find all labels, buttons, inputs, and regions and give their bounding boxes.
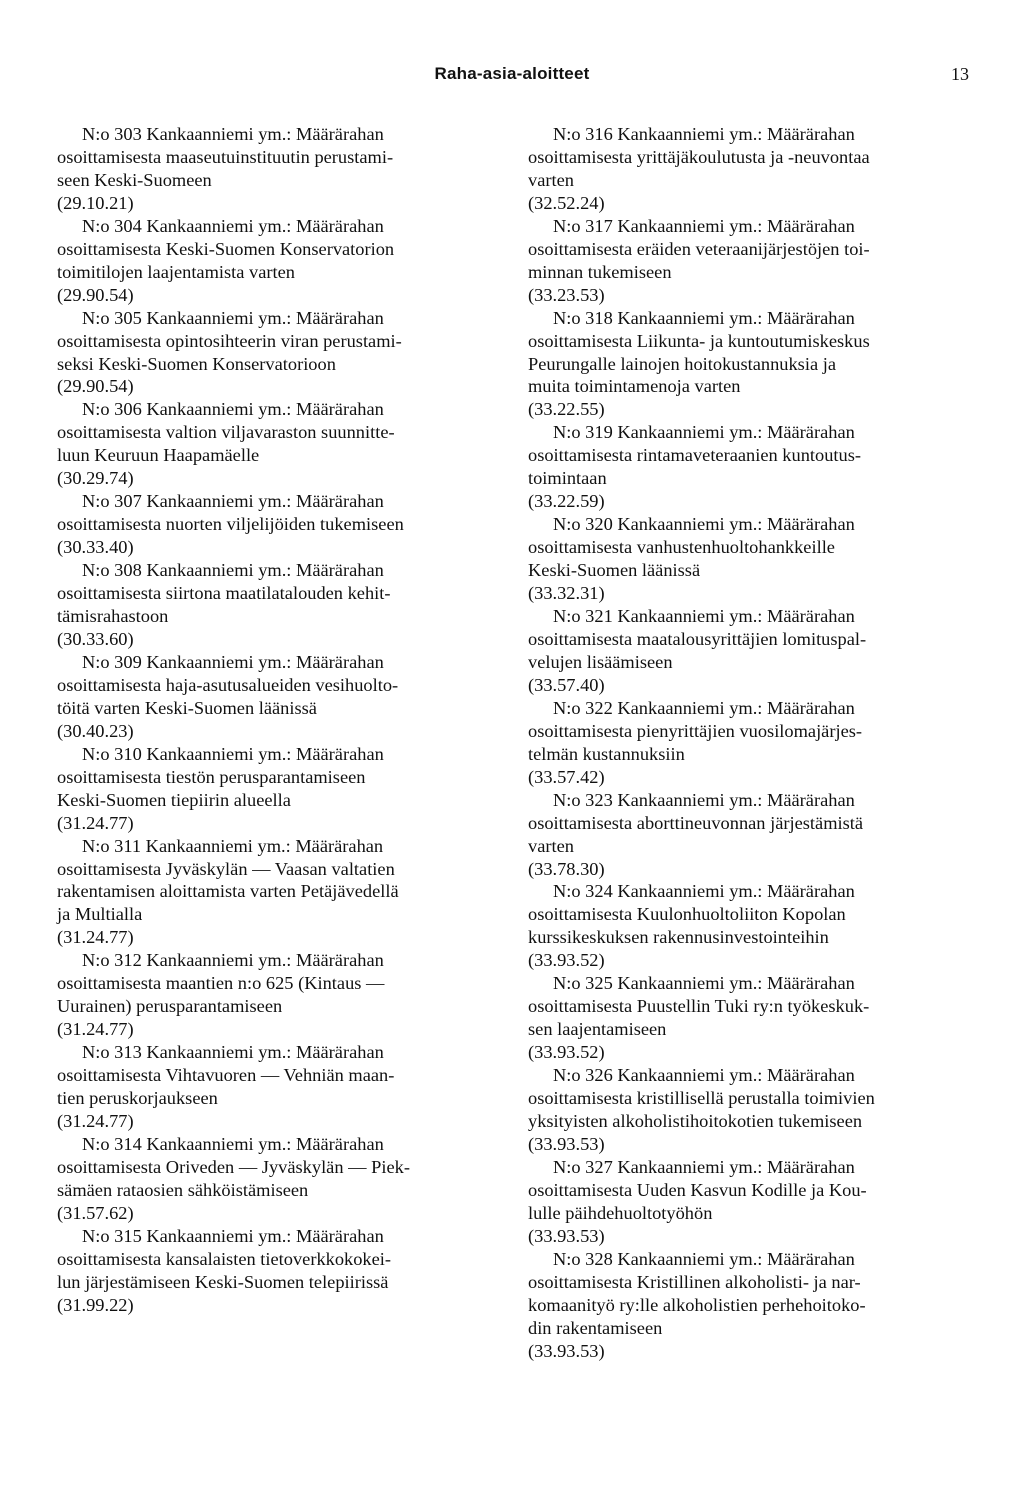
motion-description-line: rakentamisen aloittamista varten Petäjävedellä xyxy=(57,881,399,902)
motion-description-line: Keski-Suomen läänissä xyxy=(528,560,701,581)
motion-entry xyxy=(528,1064,973,1156)
budget-item-code: (33.93.53) xyxy=(528,1225,605,1246)
motion-description-line: osoittamisesta haja-asutusalueiden vesihuolto- xyxy=(57,674,399,695)
motion-description-line: osoittamisesta nuorten viljelijöiden tukemiseen xyxy=(57,514,404,535)
motion-heading: N:o 328 Kankaanniemi ym.: Määrärahan xyxy=(553,1248,855,1269)
budget-item-code: (29.90.54) xyxy=(57,284,134,305)
motion-heading: N:o 306 Kankaanniemi ym.: Määrärahan xyxy=(82,399,384,420)
motion-description-line: telmän kustannuksiin xyxy=(528,743,685,764)
motion-description-line: tämisrahastoon xyxy=(57,606,169,627)
motion-entry xyxy=(57,307,502,399)
motion-heading: N:o 304 Kankaanniemi ym.: Määrärahan xyxy=(82,215,384,236)
motion-entry xyxy=(57,123,502,215)
motion-entry xyxy=(57,1133,502,1225)
motion-heading: N:o 310 Kankaanniemi ym.: Määrärahan xyxy=(82,743,384,764)
motion-heading: N:o 322 Kankaanniemi ym.: Määrärahan xyxy=(553,697,855,718)
budget-item-code: (33.93.52) xyxy=(528,950,605,971)
motion-description-line: osoittamisesta Vihtavuoren — Vehniän maan- xyxy=(57,1065,395,1086)
budget-item-code: (30.33.40) xyxy=(57,537,134,558)
budget-item-code: (33.57.40) xyxy=(528,674,605,695)
motion-heading: N:o 327 Kankaanniemi ym.: Määrärahan xyxy=(553,1156,855,1177)
motion-entry xyxy=(528,513,973,605)
budget-item-code: (31.24.77) xyxy=(57,927,134,948)
motion-heading: N:o 308 Kankaanniemi ym.: Määrärahan xyxy=(82,560,384,581)
motion-description-line: tien peruskorjaukseen xyxy=(57,1088,218,1109)
budget-item-code: (32.52.24) xyxy=(528,192,605,213)
motion-heading: N:o 307 Kankaanniemi ym.: Määrärahan xyxy=(82,491,384,512)
budget-item-code: (31.24.77) xyxy=(57,812,134,833)
budget-item-code: (30.29.74) xyxy=(57,468,134,489)
motion-entry xyxy=(528,1248,973,1363)
motion-description-line: lulle päihdehuoltotyöhön xyxy=(528,1202,713,1223)
motion-entry xyxy=(57,949,502,1041)
motion-description-line: osoittamisesta aborttineuvonnan järjestämistä xyxy=(528,812,864,833)
motion-heading: N:o 312 Kankaanniemi ym.: Määrärahan xyxy=(82,950,384,971)
left-column xyxy=(57,123,502,1317)
motion-description-line: töitä varten Keski-Suomen läänissä xyxy=(57,697,317,718)
budget-item-code: (29.10.21) xyxy=(57,192,134,213)
motion-entry xyxy=(57,651,502,743)
motion-entry xyxy=(528,880,973,972)
motion-heading: N:o 316 Kankaanniemi ym.: Määrärahan xyxy=(553,124,855,144)
motion-heading: N:o 324 Kankaanniemi ym.: Määrärahan xyxy=(553,881,855,902)
motion-entry xyxy=(57,835,502,950)
motion-description-line: osoittamisesta kristillisellä perustalla toimivien xyxy=(528,1088,875,1109)
motion-description-line: osoittamisesta vanhustenhuoltohankkeille xyxy=(528,537,835,558)
motion-heading: N:o 326 Kankaanniemi ym.: Määrärahan xyxy=(553,1065,855,1086)
motion-heading: N:o 319 Kankaanniemi ym.: Määrärahan xyxy=(553,422,855,443)
motion-heading: N:o 311 Kankaanniemi ym.: Määrärahan xyxy=(82,835,384,856)
motion-description-line: luun Keuruun Haapamäelle xyxy=(57,445,260,466)
motion-description-line: toimintaan xyxy=(528,468,607,489)
budget-item-code: (33.93.53) xyxy=(528,1133,605,1154)
motion-description-line: osoittamisesta kansalaisten tietoverkkokokei- xyxy=(57,1248,392,1269)
motion-description-line: osoittamisesta Puustellin Tuki ry:n työkeskuk- xyxy=(528,996,870,1017)
right-column xyxy=(528,123,973,1362)
budget-item-code: (31.24.77) xyxy=(57,1110,134,1131)
motion-heading: N:o 305 Kankaanniemi ym.: Määrärahan xyxy=(82,307,384,328)
motion-description-line: varten xyxy=(528,835,574,856)
budget-item-code: (30.33.60) xyxy=(57,628,134,649)
motion-description-line: osoittamisesta valtion viljavaraston suunnitte- xyxy=(57,422,395,443)
motion-entry xyxy=(57,1041,502,1133)
motion-entry xyxy=(528,1156,973,1248)
motion-description-line: osoittamisesta tiestön perusparantamiseen xyxy=(57,766,366,787)
motion-description-line: komaanityö ry:lle alkoholistien perhehoitoko- xyxy=(528,1294,866,1315)
motion-entry xyxy=(528,972,973,1064)
budget-item-code: (31.57.62) xyxy=(57,1202,134,1223)
motion-description-line: sen laajentamiseen xyxy=(528,1019,667,1040)
motion-description-line: varten xyxy=(528,169,574,190)
motion-heading: N:o 315 Kankaanniemi ym.: Määrärahan xyxy=(82,1225,384,1246)
motion-entry xyxy=(528,421,973,513)
motion-heading: N:o 321 Kankaanniemi ym.: Määrärahan xyxy=(553,606,855,627)
budget-item-code: (33.93.53) xyxy=(528,1340,605,1361)
motion-entry xyxy=(57,398,502,490)
motion-description-line: ja Multialla xyxy=(57,904,143,925)
motion-entry xyxy=(57,559,502,651)
motion-description-line: minnan tukemiseen xyxy=(528,261,672,282)
motion-description-line: osoittamisesta Kuulonhuoltoliiton Kopolan xyxy=(528,904,846,925)
motion-description-line: Uurainen) perusparantamiseen xyxy=(57,996,283,1017)
motion-heading: N:o 323 Kankaanniemi ym.: Määrärahan xyxy=(553,789,855,810)
motion-description-line: osoittamisesta pienyrittäjien vuosilomajärjes- xyxy=(528,720,863,741)
motion-description-line: osoittamisesta opintosihteerin viran perustami- xyxy=(57,330,402,351)
motion-description-line: osoittamisesta maantien n:o 625 (Kintaus — xyxy=(57,973,385,994)
motion-heading: N:o 317 Kankaanniemi ym.: Määrärahan xyxy=(553,215,855,236)
motion-heading: N:o 303 Kankaanniemi ym.: Määrärahan xyxy=(82,124,384,144)
motion-description-line: osoittamisesta Keski-Suomen Konservatorion xyxy=(57,238,395,259)
motion-entry xyxy=(57,215,502,307)
budget-item-code: (30.40.23) xyxy=(57,720,134,741)
motion-description-line: toimitilojen laajentamista varten xyxy=(57,261,295,282)
budget-item-code: (33.57.42) xyxy=(528,766,605,787)
page-number: 13 xyxy=(951,64,969,84)
motion-heading: N:o 325 Kankaanniemi ym.: Määrärahan xyxy=(553,973,855,994)
budget-item-code: (31.24.77) xyxy=(57,1019,134,1040)
motion-entry xyxy=(528,697,973,789)
budget-item-code: (33.22.55) xyxy=(528,399,605,420)
motion-description-line: osoittamisesta Oriveden — Jyväskylän — Piek- xyxy=(57,1156,410,1177)
motion-description-line: sämäen rataosien sähköistämiseen xyxy=(57,1179,309,1200)
motion-heading: N:o 309 Kankaanniemi ym.: Määrärahan xyxy=(82,651,384,672)
motion-description-line: osoittamisesta maatalousyrittäjien lomituspal- xyxy=(528,628,867,649)
page-header-title: Raha-asia-aloitteet xyxy=(434,64,590,83)
motion-description-line: osoittamisesta yrittäjäkoulutusta ja -neuvontaa xyxy=(528,146,870,167)
motion-description-line: din rakentamiseen xyxy=(528,1317,663,1338)
budget-item-code: (33.23.53) xyxy=(528,284,605,305)
motion-heading: N:o 313 Kankaanniemi ym.: Määrärahan xyxy=(82,1042,384,1063)
motion-description-line: Keski-Suomen tiepiirin alueella xyxy=(57,789,291,810)
motion-description-line: seksi Keski-Suomen Konservatorioon xyxy=(57,353,336,374)
motion-description-line: velujen lisäämiseen xyxy=(528,651,673,672)
motion-entry xyxy=(57,490,502,559)
motion-heading: N:o 318 Kankaanniemi ym.: Määrärahan xyxy=(553,307,855,328)
motion-entry xyxy=(57,1225,502,1317)
motion-entry xyxy=(528,123,973,215)
motion-description-line: kurssikeskuksen rakennusinvestointeihin xyxy=(528,927,829,948)
motion-description-line: osoittamisesta rintamaveteraanien kuntoutus- xyxy=(528,445,861,466)
motion-entry xyxy=(528,789,973,881)
budget-item-code: (33.78.30) xyxy=(528,858,605,879)
motion-entry xyxy=(528,605,973,697)
budget-item-code: (29.90.54) xyxy=(57,376,134,397)
motion-description-line: osoittamisesta maaseutuinstituutin perustami- xyxy=(57,146,394,167)
motion-entry xyxy=(528,215,973,307)
budget-item-code: (33.32.31) xyxy=(528,583,605,604)
budget-item-code: (33.93.52) xyxy=(528,1042,605,1063)
budget-item-code: (31.99.22) xyxy=(57,1294,134,1315)
motion-description-line: seen Keski-Suomeen xyxy=(57,169,212,190)
motion-description-line: osoittamisesta Kristillinen alkoholisti- ja nar- xyxy=(528,1271,861,1292)
motion-description-line: lun järjestämiseen Keski-Suomen telepiirissä xyxy=(57,1271,389,1292)
motion-description-line: osoittamisesta Jyväskylän — Vaasan valtatien xyxy=(57,858,395,879)
budget-item-code: (33.22.59) xyxy=(528,491,605,512)
motion-description-line: osoittamisesta siirtona maatilatalouden kehit- xyxy=(57,583,391,604)
motion-entry xyxy=(57,743,502,835)
motion-heading: N:o 320 Kankaanniemi ym.: Määrärahan xyxy=(553,514,855,535)
motion-heading: N:o 314 Kankaanniemi ym.: Määrärahan xyxy=(82,1133,384,1154)
motion-description-line: Peurungalle lainojen hoitokustannuksia ja xyxy=(528,353,836,374)
motion-description-line: muita toimintamenoja varten xyxy=(528,376,741,397)
motion-description-line: osoittamisesta Uuden Kasvun Kodille ja Kou- xyxy=(528,1179,867,1200)
motion-description-line: yksityisten alkoholistihoitokotien tukemiseen xyxy=(528,1110,863,1131)
motion-entry xyxy=(528,307,973,422)
motion-description-line: osoittamisesta Liikunta- ja kuntoutumiskeskus xyxy=(528,330,870,351)
motion-description-line: osoittamisesta eräiden veteraanijärjestöjen toi- xyxy=(528,238,870,259)
